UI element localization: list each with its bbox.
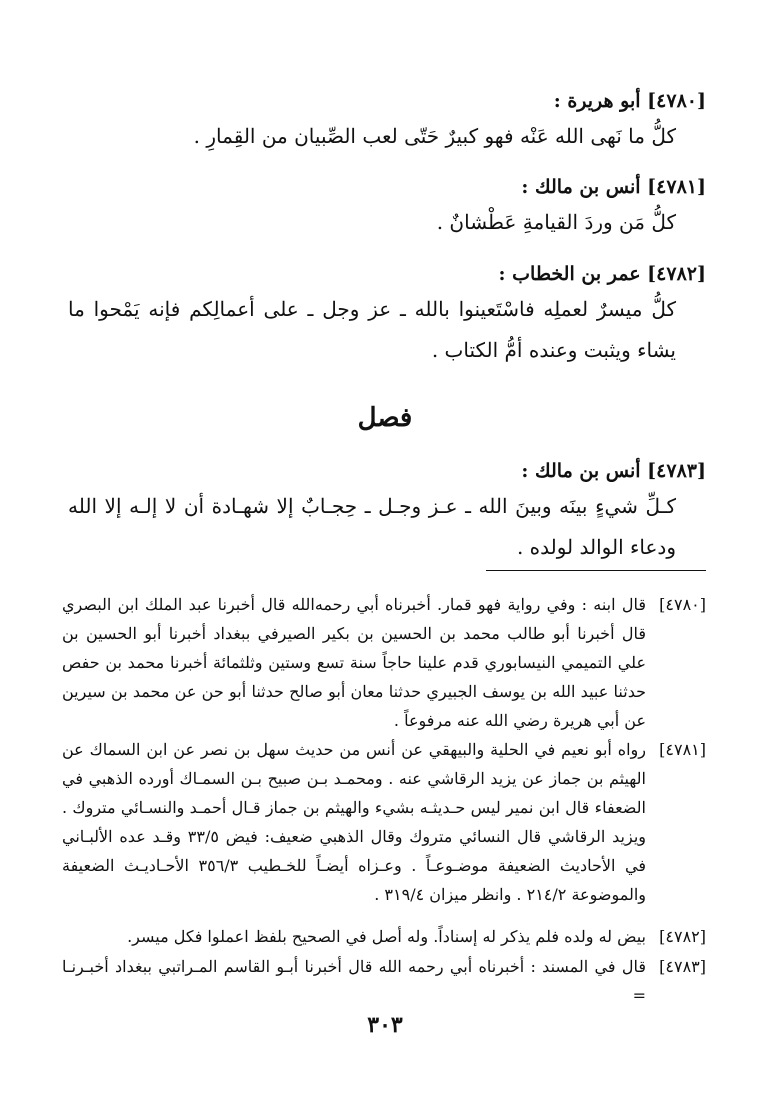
entry-text: كلُّ مَن وردَ القيامةِ عَطْشانٌ .: [436, 210, 676, 234]
section-title: فصل: [357, 403, 413, 433]
entry-text: كلُّ ميسرٌ لعملِه فاسْتَعينوا بالله ـ عز وجل ـ على أعمالِكم فإنه يَمْحوا ما يشاء ويثبت وعنده أمُّ الكتاب .: [68, 297, 676, 362]
page-number: ٣٠٣: [367, 1012, 403, 1038]
footnote-4781: [62, 735, 706, 909]
footnote-text: قال ابنه : وفي رواية فهو قمار. أخبرناه أبي رحمه‌الله قال أخبرنا عبد الملك ابن البصري قال أخبرنا أبو طالب محمد بن الحسين بن بكير الصيرفي ببغداد أخبرنا أبو الحسين بن علي التميمي النيسابوري قدم علينا حاجاً سنة تسع وستين وثلثمائة أخبرنا محمد بن حفص حدثنا عبيد الله بن يوسف الجبيري حدثنا معان أبو صالح حدثنا أبو حن عن محمد بن سيرين عن أبي هريرة رضي الله عنه مرفوعاً .: [62, 595, 646, 730]
footnote-number: [٤٧٨٠]: [659, 595, 706, 614]
footnote-4782: [62, 922, 706, 951]
footnote-text: رواه أبو نعيم في الحلية والبيهقي عن أنس من حديث سهل بن نصر عن ابن السماك عن الهيثم بن جماز عن يزيد الرقاشي عنه . ومحمـد بـن صبيح بـن السمـاك أورده الذهبي في الضعفاء قال ابن نمير ليس حـديثـه بشيء والهيثم بن جماز قـال أحمـد والنسـائي متروك . ويزيد الرقاشي قال النسائي متروك وقال الذهبي ضعيف: فيض ٣٣/٥ وقـد عده الألبـاني في الأحاديث الضعيفة موضـوعـاً . وعـزاه أيضـاً للخـطيب ٣٥٦/٣ الأحـاديـث الضعيفة والموضوعة ٢١٤/٢ . وانظر ميزان ٣١٩/٤ .: [62, 740, 647, 904]
entry-number: [٤٧٨١]: [647, 176, 706, 198]
entry-number: [٤٧٨٣]: [647, 460, 706, 482]
entry-number: [٤٧٨٠]: [647, 90, 706, 112]
hadith-entry-4781: [68, 172, 706, 243]
hadith-entry-4783: [68, 456, 706, 568]
footnote-divider: [486, 570, 706, 571]
footnote-text: قال في المسند : أخبرناه أبي رحمه الله قال أخبرنا أبـو القاسم المـراتبي ببغداد أخبـرنـا =: [62, 957, 646, 1005]
hadith-entry-4782: [68, 259, 706, 371]
footnote-number: [٤٧٨٢]: [659, 927, 706, 946]
footnote-4780: [62, 590, 706, 735]
footnote-4783: [62, 952, 706, 1010]
hadith-entry-4780: [68, 86, 706, 157]
entry-number: [٤٧٨٢]: [647, 263, 706, 285]
footnote-text: بيض له ولده فلم يذكر له إسناداً. وله أصل في الصحيح بلفظ اعملوا فكل ميسر.: [127, 927, 646, 946]
footnote-number: [٤٧٨١]: [659, 740, 706, 759]
footnote-number: [٤٧٨٣]: [659, 957, 706, 976]
entry-narrator: أنس بن مالك :: [521, 460, 641, 482]
entry-narrator: عمر بن الخطاب :: [498, 263, 641, 285]
entry-text: كـلِّ شيءٍ بينَه وبينَ الله ـ عـز وجـل ـ حِجـابٌ إلا شهـادة أن لا إلـه إلا الله ودعاء الوالد لولده .: [68, 494, 676, 559]
entry-text: كلُّ ما نَهى الله عَنْه فهو كبيرٌ حَتّى لعب الصِّبيان من القِمارِ .: [193, 124, 676, 148]
entry-narrator: أنس بن مالك :: [521, 176, 641, 198]
entry-narrator: أبو هريرة :: [553, 90, 641, 112]
